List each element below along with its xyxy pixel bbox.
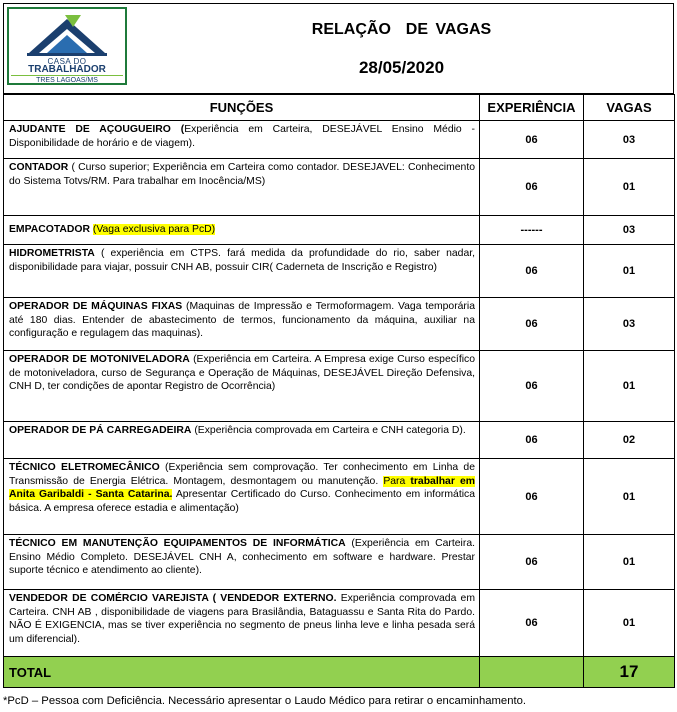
vacancies-cell: 03	[584, 121, 675, 159]
header	[3, 3, 674, 94]
column-header-vacancies: VAGAS	[584, 95, 675, 121]
page-title: RELAÇÃO DE VAGAS	[311, 21, 492, 38]
table-row	[4, 216, 675, 245]
logo-line-1: CASA DO	[47, 57, 87, 66]
vacancies-cell: 03	[584, 298, 675, 351]
experience-cell: 06	[480, 590, 584, 657]
vacancies-cell: 01	[584, 535, 675, 590]
table-row	[4, 351, 675, 422]
job-description	[4, 422, 480, 459]
location-highlight-prefix: Para	[383, 475, 411, 487]
column-header-functions: FUNÇÕES	[4, 95, 480, 121]
job-description	[4, 535, 480, 590]
table-row	[4, 245, 675, 298]
table-row	[4, 459, 675, 535]
column-header-experience: EXPERIÊNCIA	[480, 95, 584, 121]
vacancies-cell: 01	[584, 159, 675, 216]
job-title: OPERADOR DE MÁQUINAS FIXAS	[9, 301, 183, 312]
job-title: HIDROMETRISTA	[9, 248, 95, 259]
vacancies-cell: 01	[584, 590, 675, 657]
job-details: (Experiência comprovada em Carteira e CNH categoria D).	[191, 425, 466, 436]
experience-cell: 06	[480, 298, 584, 351]
job-title: AJUDANTE DE AÇOUGUEIRO (	[9, 124, 185, 135]
job-details: Experiência em Carteira, DESEJÁVEL Ensino Médio - Disponibilidade de horário e de viagem).	[9, 124, 475, 149]
experience-cell: 06	[480, 422, 584, 459]
job-description	[4, 216, 480, 245]
total-value: 17	[584, 657, 675, 688]
table-row	[4, 121, 675, 159]
location-highlight-text: trabalhar em Anita Garibaldi - Santa Catarina.	[9, 475, 475, 501]
job-title: TÉCNICO ELETROMECÂNICO	[9, 462, 160, 473]
job-description	[4, 159, 480, 216]
vacancies-cell: 03	[584, 216, 675, 245]
experience-cell: 06	[480, 159, 584, 216]
vacancy-sheet	[3, 3, 674, 688]
job-description	[4, 459, 480, 535]
table-row	[4, 159, 675, 216]
page-date: 28/05/2020	[358, 58, 445, 77]
vacancies-cell: 01	[584, 245, 675, 298]
job-description	[4, 590, 480, 657]
total-label: TOTAL	[4, 657, 480, 688]
job-details: (Experiência em Carteira. Ensino Médio Completo. DESEJÁVEL CNH A, conhecimento em software e hardware. Prestar suporte técnico e atendimento ao cliente).	[9, 538, 475, 577]
table-row	[4, 422, 675, 459]
total-row	[4, 657, 675, 688]
experience-cell: 06	[480, 245, 584, 298]
table-row	[4, 298, 675, 351]
vacancy-table	[3, 94, 675, 688]
experience-cell: 06	[480, 535, 584, 590]
job-title: EMPACOTADOR	[9, 223, 91, 235]
casa-do-trabalhador-logo	[7, 7, 127, 85]
total-spacer	[480, 657, 584, 688]
vacancies-cell: 01	[584, 351, 675, 422]
job-title: TÉCNICO EM MANUTENÇÃO EQUIPAMENTOS DE INFORMÁTICA	[9, 538, 346, 549]
job-description	[4, 121, 480, 159]
job-details: (Experiência em Carteira. A Empresa exige Curso específico de motoniveladora, curso de Segurança e Operação de Máquinas, DESEJÁVEL Direção Defensiva, CNH D, ter condições de apontar Registro de Ocorrência)	[9, 354, 475, 393]
table-row	[4, 590, 675, 657]
table-row	[4, 535, 675, 590]
footnote: *PcD – Pessoa com Deficiência. Necessário apresentar o Laudo Médico para retirar o encaminhamento.	[3, 695, 527, 707]
table-header-row	[4, 95, 675, 121]
job-description	[4, 298, 480, 351]
job-title: OPERADOR DE PÁ CARREGADEIRA	[9, 425, 192, 436]
job-details-continued: Apresentar Certificado do Curso. Conhecimento em informática básica. A empresa oferece estadia e alimentação)	[9, 489, 475, 514]
experience-cell: 06	[480, 351, 584, 422]
job-details: (Experiência sem comprovação. Ter conhecimento em Linha de Transmissão de Energia Elétrica. Montagem, desmontagem ou manutenção.	[9, 462, 475, 487]
job-title: CONTADOR	[9, 162, 69, 173]
job-details: (Maquinas de Impressão e Termoformagem. Vaga temporária até 180 dias. Entender de abastecimento de termos, funcionamento da máquina, auxiliar na configuração e regulagem das maquinas).	[9, 301, 475, 340]
experience-cell: ------	[480, 216, 584, 245]
vacancies-cell: 02	[584, 422, 675, 459]
logo-emblem-icon	[9, 9, 125, 59]
job-description	[4, 351, 480, 422]
job-title: OPERADOR DE MOTONIVELADORA	[9, 354, 190, 365]
job-title: VENDEDOR DE COMÉRCIO VAREJISTA ( VENDEDOR EXTERNO.	[9, 593, 337, 604]
job-description	[4, 245, 480, 298]
logo-line-2: TRABALHADOR	[28, 64, 106, 75]
job-details: ( Curso superior; Experiência em Carteira como contador. DESEJAVEL: Conhecimento do Sistema Totvs/RM. Para trabalhar em Inocência/MS)	[9, 162, 475, 187]
job-details: Experiência comprovada em Carteira. CNH AB , disponibilidade de viagens para Brasilândia, Bataguassu e Santa Rita do Pardo. NÃO É EXIGENCIA, mas se tiver experiência no segmento de pneus linha leve e linha pesada será um diferencial).	[9, 593, 475, 645]
experience-cell: 06	[480, 121, 584, 159]
experience-cell: 06	[480, 459, 584, 535]
logo-line-3: TRES LAGOAS/MS	[11, 75, 123, 85]
job-details: ( experiência em CTPS. fará medida da profundidade do rio, saber nadar, disponibilidade para viajar, possuir CNH AB, possuir CIR( Caderneta de Inscrição e Registro)	[9, 248, 475, 273]
vacancies-cell: 01	[584, 459, 675, 535]
pcd-highlight: (Vaga exclusiva para PcD)	[92, 223, 216, 235]
